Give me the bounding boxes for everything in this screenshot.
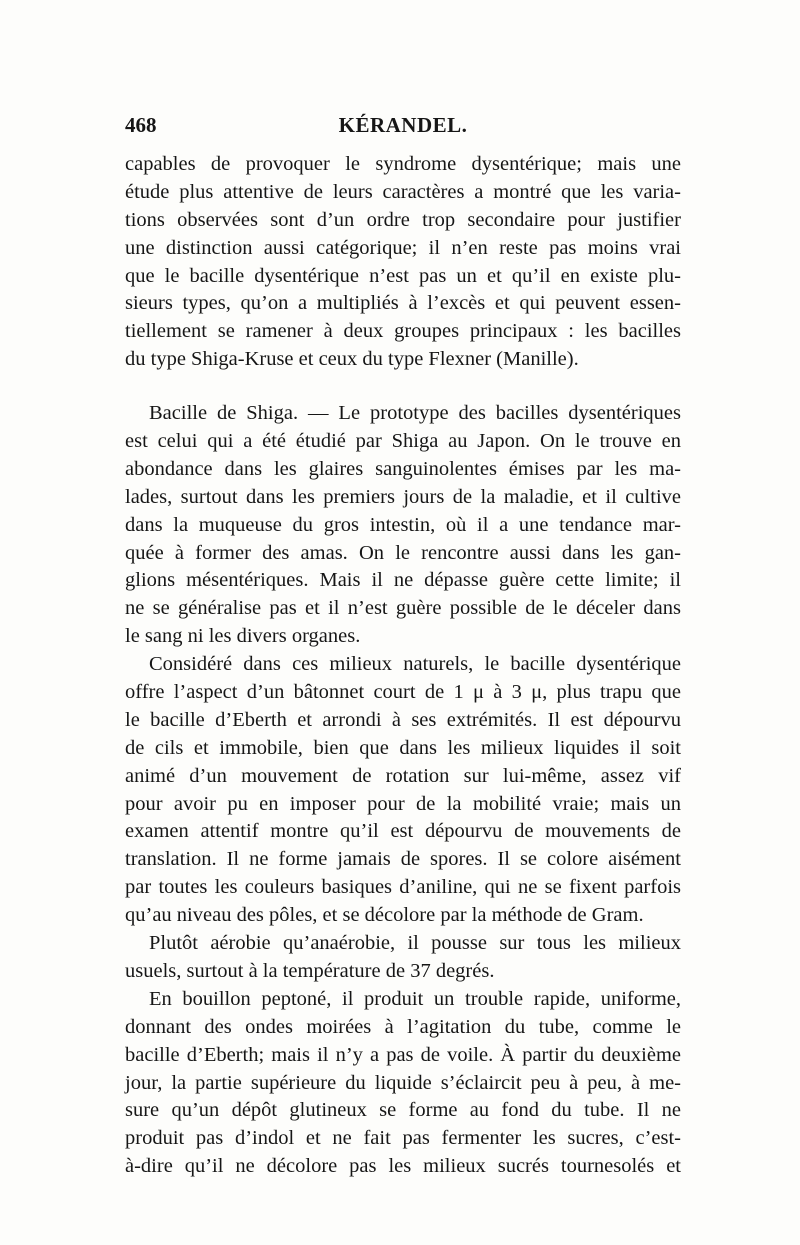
text-line: Considéré dans ces milieux naturels, le bacille dysentérique (149, 653, 681, 676)
text-line: par toutes les couleurs basiques d’aniline, qui ne se fixent parfois (125, 876, 681, 899)
paragraph (125, 986, 681, 1181)
text-line: est celui qui a été étudié par Shiga au Japon. On le trouve en (125, 430, 681, 453)
paragraph (125, 151, 681, 374)
paragraph (125, 930, 681, 986)
text-line: sieurs types, qu’on a multipliés à l’excès et qui peuvent essen- (125, 292, 681, 315)
running-head (125, 113, 681, 143)
text-line: de cils et immobile, bien que dans les milieux liquides il soit (125, 736, 681, 759)
body-text (125, 151, 681, 1181)
text-line: examen attentif montre qu’il est dépourvu de mouvements de (125, 820, 681, 843)
text-line: étude plus attentive de leurs caractères a montré que les varia- (125, 180, 681, 203)
text-line: pour avoir pu en imposer pour de la mobilité vraie; mais un (125, 792, 681, 815)
text-line: qu’au niveau des pôles, et se décolore par la méthode de Gram. (125, 904, 644, 927)
text-line: translation. Il ne forme jamais de spores. Il se colore aisément (125, 848, 681, 871)
text-line: offre l’aspect d’un bâtonnet court de 1 μ à 3 μ, plus trapu que (125, 681, 681, 704)
text-line: Plutôt aérobie qu’anaérobie, il pousse sur tous les milieux (149, 932, 681, 955)
text-line: ne se généralise pas et il n’est guère possible de le déceler dans (125, 597, 681, 620)
text-line: sure qu’un dépôt glutineux se forme au fond du tube. Il ne (125, 1099, 681, 1122)
text-line: abondance dans les glaires sanguinolentes émises par les ma- (125, 457, 681, 480)
text-line: capables de provoquer le syndrome dysentérique; mais une (125, 153, 681, 175)
text-line: le sang ni les divers organes. (125, 625, 361, 648)
running-title: KÉRANDEL. (338, 113, 468, 137)
text-line: que le bacille dysentérique n’est pas un et qu’il en existe plu- (125, 264, 681, 287)
text-line: jour, la partie supérieure du liquide s’éclaircit peu à peu, à me- (125, 1071, 681, 1094)
page-number: 468 (125, 113, 157, 137)
text-line: du type Shiga-Kruse et ceux du type Flexner (Manille). (125, 348, 579, 371)
text-line: produit pas d’indol et ne fait pas fermenter les sucres, c’est- (125, 1127, 681, 1150)
text-line: donnant des ondes moirées à l’agitation du tube, comme le (125, 1015, 681, 1038)
text-line: bacille d’Eberth; mais il n’y a pas de voile. À partir du deuxième (125, 1043, 681, 1066)
text-line: tiellement se ramener à deux groupes principaux : les bacilles (125, 320, 681, 343)
text-line: une distinction aussi catégorique; il n’en reste pas moins vrai (125, 236, 681, 259)
paragraph-gap (125, 374, 681, 400)
text-line: animé d’un mouvement de rotation sur lui-même, assez vif (125, 764, 681, 787)
text-line: lades, surtout dans les premiers jours de la maladie, et il cultive (125, 485, 681, 508)
text-line: glions mésentériques. Mais il ne dépasse guère cette limite; il (125, 569, 681, 592)
text-line: usuels, surtout à la température de 37 degrés. (125, 959, 495, 982)
text-line: dans la muqueuse du gros intestin, où il a une tendance mar- (125, 513, 681, 536)
text-line: le bacille d’Eberth et arrondi à ses extrémités. Il est dépourvu (125, 708, 681, 731)
text-line: à-dire qu’il ne décolore pas les milieux sucrés tournesolés et (125, 1155, 681, 1178)
text-line: Bacille de Shiga. — Le prototype des bacilles dysentériques (149, 402, 681, 425)
paragraph (125, 400, 681, 651)
text-line: tions observées sont d’un ordre trop secondaire pour justifier (125, 208, 681, 231)
paragraph (125, 651, 681, 930)
text-line: En bouillon peptoné, il produit un trouble rapide, uniforme, (149, 987, 681, 1010)
text-line: quée à former des amas. On le rencontre aussi dans les gan- (125, 541, 681, 564)
